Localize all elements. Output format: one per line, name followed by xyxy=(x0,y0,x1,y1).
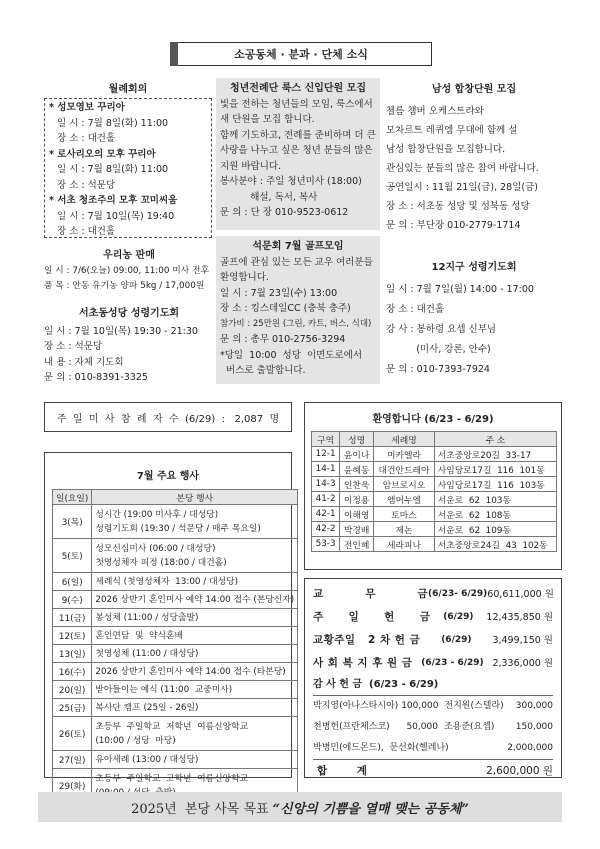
event-date: 29(화) xyxy=(53,769,92,803)
event-desc xyxy=(92,699,298,717)
youth-line: 봉사분야 : 주일 청년미사 (18:00) xyxy=(220,176,362,187)
event-line: 봉성체 (11:00 / 성당출발) xyxy=(95,612,199,623)
golf-line: 환영합니다. xyxy=(220,272,269,283)
cell-address: 서운로 62 109동 xyxy=(434,522,556,537)
event-date: 9(수) xyxy=(53,591,92,609)
event-date: 16(수) xyxy=(53,663,92,681)
cell-district: 42-2 xyxy=(312,522,340,537)
event-date: 11(금) xyxy=(53,609,92,627)
cell-address: 사임당로17길 116 103동 xyxy=(434,477,556,492)
choir-block xyxy=(386,82,562,235)
finance-total-row xyxy=(313,760,553,783)
donor-row xyxy=(313,696,553,717)
woori-title: 우리농 판매 xyxy=(103,250,155,261)
finance-period: (6/29) xyxy=(441,635,472,645)
welcome-table xyxy=(311,431,557,552)
weekly-events-box xyxy=(44,452,295,792)
event-date: 13(일) xyxy=(53,645,92,663)
youth-line: 해설, 독서, 복사 xyxy=(220,191,318,203)
welcome-row xyxy=(312,537,557,552)
cell-district: 14-1 xyxy=(312,462,340,477)
event-row xyxy=(53,609,298,627)
choir-line: 문 의 : 부단장 010-2779-1714 xyxy=(386,219,521,231)
meeting-place: 장 소 : 대건홀 xyxy=(57,226,116,237)
welcome-row xyxy=(312,477,557,492)
event-line: 2026 상반기 혼인미사 예약 14:00 접수 (타본당) xyxy=(95,666,286,677)
total-amount: 2,600,000 원 xyxy=(486,765,553,777)
cell-baptism: 대건안드레아 xyxy=(374,462,435,477)
event-line: 유아세례 (13:00 / 대성당) xyxy=(95,754,199,765)
event-date: 5(토) xyxy=(53,539,92,573)
golf-line: *당일 10:00 성당 이면도로에서 xyxy=(220,349,363,361)
prayer-line: 문 의 : 010-8391-3325 xyxy=(44,372,148,383)
finance-period: (6/23 - 6/29) xyxy=(421,658,484,668)
youth-recruit-title: 청년전례단 룩스 신입단원 모집 xyxy=(229,83,367,94)
choir-title: 남성 합창단원 모집 xyxy=(431,84,517,95)
finance-row xyxy=(313,583,553,606)
cell-name: 윤혜동 xyxy=(340,462,374,477)
event-date: 12(토) xyxy=(53,627,92,645)
meeting-date: 일 시 : 7월 8일(화) 11:00 xyxy=(57,164,169,175)
event-line: 첫영성체자 피정 (18:00 / 대건홀) xyxy=(95,557,227,568)
cell-baptism: 미카엘라 xyxy=(374,447,435,462)
cell-address: 서운로 62 103동 xyxy=(434,492,556,507)
event-line: 2026 상반기 혼인미사 예약 14:00 접수 (본당신자) xyxy=(95,594,295,605)
cell-name: 박경배 xyxy=(340,522,374,537)
youth-line: 빛을 전하는 청년들의 모임, 룩스에서 xyxy=(220,98,373,110)
youth-line: 문 의 : 단 장 010-9523-0612 xyxy=(220,207,349,218)
event-line: 받아들이는 예식 (11:00 교중미사) xyxy=(95,684,233,695)
finance-box xyxy=(304,578,562,778)
woori-line: 품 목 : 안동 유기농 양파 5kg / 17,000원 xyxy=(44,281,205,291)
thanks-title: 감 사 헌 금 (6/23 - 6/29) xyxy=(313,679,439,690)
event-date: 20(일) xyxy=(53,681,92,699)
donor-amount: 2,000,000 xyxy=(507,743,553,753)
col-address: 주 소 xyxy=(434,432,556,447)
col-name: 성명 xyxy=(340,432,374,447)
cell-name: 전인혜 xyxy=(340,537,374,552)
district12-line: 강 사 : 봉하령 요셉 신부님 xyxy=(386,323,497,335)
finance-period: (6/23- 6/29) xyxy=(428,589,488,599)
district12-line: 일 시 : 7월 7일(월) 14:00 - 17:00 xyxy=(386,283,534,295)
finance-period: (6/29) xyxy=(443,612,474,622)
seocho-prayer-block xyxy=(44,306,214,386)
cell-address: 서운로 62 108동 xyxy=(434,507,556,522)
district12-title: 12지구 성령기도회 xyxy=(431,262,517,273)
youth-line: 새 단원을 모집 합니다. xyxy=(220,114,315,125)
event-row xyxy=(53,645,298,663)
choir-line: 공연일시 : 11월 21일(금), 28일(금) xyxy=(386,181,538,193)
event-date: 27(일) xyxy=(53,751,92,769)
woori-line: 일 시 : 7/6(오늘) 09:00, 11:00 미사 전후 xyxy=(44,265,210,276)
cell-district: 12-1 xyxy=(312,447,340,462)
event-line: 첫영성체 (11:00 / 대성당) xyxy=(95,648,199,659)
cell-address: 서초중앙로24길 43 102동 xyxy=(434,537,556,552)
finance-row xyxy=(313,652,553,675)
event-line: 성시간 (19:00 미사후 / 대성당) xyxy=(95,509,219,520)
welcome-row xyxy=(312,492,557,507)
donor-name: 전지원(스텔라) xyxy=(444,701,504,711)
attendance-box xyxy=(44,402,292,432)
event-desc xyxy=(92,627,298,645)
col-date: 일(요일) xyxy=(53,490,92,505)
welcome-title: 환영합니다 (6/23 - 6/29) xyxy=(372,414,494,425)
golf-line: 일 시 : 7월 23일(수) 13:00 xyxy=(220,287,338,299)
monthly-meeting-block xyxy=(44,82,212,100)
youth-line: 지원 바랍니다. xyxy=(220,160,282,172)
cell-district: 41-2 xyxy=(312,492,340,507)
finance-row xyxy=(313,606,553,629)
prayer-line: 내 용 : 자체 기도회 xyxy=(44,356,124,368)
finance-row xyxy=(313,629,553,652)
meeting-name: * 성모영보 꾸리아 xyxy=(49,102,125,113)
footer-motto: “신앙의 기쁨을 열매 맺는 공동체” xyxy=(272,801,469,817)
event-desc xyxy=(92,751,298,769)
event-line: 성령기도회 (19:30 / 석문당 / 매주 목요일) xyxy=(95,523,261,534)
donor-amount: 50,000 xyxy=(406,722,438,732)
district12-block xyxy=(386,260,562,380)
event-line: 초등부 주일학교 저학년 여름신앙학교 xyxy=(95,721,249,732)
event-row xyxy=(53,699,298,717)
footer-banner xyxy=(38,792,562,822)
finance-amount: 60,611,000 원 xyxy=(487,589,554,600)
cell-name: 이해영 xyxy=(340,507,374,522)
section-title: 소공동체 · 분과 · 단체 소식 xyxy=(234,48,368,61)
welcome-row xyxy=(312,462,557,477)
golf-line: 문 의 : 총무 010-2756-3294 xyxy=(220,334,346,345)
event-row xyxy=(53,663,298,681)
golf-line: 장 소 : 킹스데일CC (충북 충주) xyxy=(220,303,351,314)
event-date: 26(토) xyxy=(53,717,92,751)
meeting-name: * 서초 청조주의 모후 꼬미씨움 xyxy=(49,195,178,206)
cell-district: 42-1 xyxy=(312,507,340,522)
cell-baptism: 제논 xyxy=(374,522,435,537)
event-date: 3(목) xyxy=(53,505,92,539)
event-row xyxy=(53,591,298,609)
donor-amount: 300,000 xyxy=(515,701,553,711)
event-line: (10:00 / 성당 마당) xyxy=(95,735,176,746)
finance-label: 교 무 금 xyxy=(313,588,429,600)
monthly-meeting-box xyxy=(44,98,212,238)
cell-baptism: 토마스 xyxy=(374,507,435,522)
youth-line: 함께 기도하고, 전례를 준비하며 더 큰 xyxy=(220,129,376,141)
donor-name: 천병헌(프란체스코) xyxy=(313,722,390,732)
meeting-place: 장 소 : 석문당 xyxy=(57,179,116,191)
event-desc xyxy=(92,717,298,751)
event-desc xyxy=(92,609,298,627)
choir-line: 남성 합창단원을 모집합니다. xyxy=(386,143,506,155)
cell-baptism: 세라피나 xyxy=(374,537,435,552)
cell-name: 인찬욱 xyxy=(340,477,374,492)
event-line: 초등부 주일학교 고학년 여름신앙학교 xyxy=(95,773,249,784)
finance-amount: 3,499,150 원 xyxy=(492,635,553,646)
donor-row xyxy=(313,738,553,759)
event-row xyxy=(53,505,298,539)
meeting-name: * 로사리오의 모후 꾸리아 xyxy=(49,148,156,160)
event-date: 25(금) xyxy=(53,699,92,717)
meeting-date: 일 시 : 7월 10일(목) 19:40 xyxy=(57,210,175,222)
donor-amount: 100,000 xyxy=(401,701,439,711)
golf-box xyxy=(216,236,380,384)
finance-amount: 12,435,850 원 xyxy=(486,612,553,623)
meeting-place: 장 소 : 대건홀 xyxy=(57,133,116,144)
finance-amount: 2,336,000 원 xyxy=(492,658,553,669)
golf-line: 버스로 출발합니다. xyxy=(220,365,306,376)
event-row xyxy=(53,573,298,591)
finance-label: 주 일 헌 금 xyxy=(313,611,431,623)
footer-prefix: 2025년 본당 사목 목표 xyxy=(131,801,269,817)
event-row xyxy=(53,539,298,573)
cell-baptism: 암브로시오 xyxy=(374,477,435,492)
finance-label: 사 회 복 지 후 원 금 xyxy=(313,657,413,669)
golf-line: 참가비 : 25만원 (그린, 카트, 버스, 식대) xyxy=(220,318,372,329)
total-label: 합 계 xyxy=(317,765,368,777)
event-line: 복사단 캠프 (25일 - 26일) xyxy=(95,702,199,713)
attendance-text: 주 일 미 사 참 례 자 수 (6/29) : 2,087 명 xyxy=(56,413,280,425)
donor-name: 박지영(아나스타시아) xyxy=(313,701,399,711)
welcome-box xyxy=(304,402,562,570)
donor-name: 조용준(요셉) xyxy=(443,722,495,732)
weekly-events-table xyxy=(52,489,298,803)
event-desc xyxy=(92,645,298,663)
event-line: 세례식 (첫영성체자 13:00 / 대성당) xyxy=(95,576,238,587)
seocho-prayer-title: 서초동성당 성령기도회 xyxy=(78,308,180,319)
event-row xyxy=(53,751,298,769)
meeting-date: 일 시 : 7월 8일(화) 11:00 xyxy=(57,117,169,129)
event-desc xyxy=(92,663,298,681)
event-line: 성모신심미사 (06:00 / 대성당) xyxy=(95,543,216,554)
prayer-line: 장 소 : 석문당 xyxy=(44,341,103,352)
finance-label: 교황주일 2 차 헌 금 xyxy=(313,634,421,646)
event-row xyxy=(53,627,298,645)
choir-line: 장 소 : 서초동 성당 및 성북동 성당 xyxy=(386,200,530,212)
weekly-events-title: 7월 주요 행사 xyxy=(136,471,200,482)
event-desc xyxy=(92,591,298,609)
event-desc xyxy=(92,539,298,573)
cell-name: 이정용 xyxy=(340,492,374,507)
event-desc xyxy=(92,505,298,539)
cell-name: 윤이나 xyxy=(340,447,374,462)
cell-district: 14-3 xyxy=(312,477,340,492)
golf-title: 석문회 7월 골프모임 xyxy=(252,241,344,252)
choir-line: 모차르트 레퀴엠 무대에 함께 설 xyxy=(386,124,518,136)
youth-line: 사랑을 나누고 싶은 청년 분들의 많은 xyxy=(220,145,373,156)
prayer-line: 일 시 : 7월 10일(목) 19:30 - 21:30 xyxy=(44,325,198,337)
section-title-box xyxy=(170,42,432,66)
welcome-row xyxy=(312,507,557,522)
welcome-row xyxy=(312,447,557,462)
district12-line: 문 의 : 010-7393-7924 xyxy=(386,363,490,375)
welcome-row xyxy=(312,522,557,537)
col-district: 구역 xyxy=(312,432,340,447)
donor-row xyxy=(313,717,553,738)
event-desc xyxy=(92,681,298,699)
choir-line: 첼름 챔버 오케스트라와 xyxy=(386,105,484,117)
col-baptism: 세례명 xyxy=(374,432,435,447)
youth-recruit-box xyxy=(216,78,380,230)
col-event: 본당 행사 xyxy=(92,490,298,505)
event-line: 혼인면담 및 약식혼배 xyxy=(95,630,184,641)
donor-name: 박병민(에드몬드), 문선화(헬레나) xyxy=(313,743,449,753)
cell-address: 사임당로17길 116 101동 xyxy=(434,462,556,477)
cell-district: 53-3 xyxy=(312,537,340,552)
choir-line: 관심있는 분들의 많은 참여 바랍니다. xyxy=(386,162,539,174)
monthly-meeting-title: 월례회의 xyxy=(108,84,148,95)
cell-address: 서초중앙로20길 33-17 xyxy=(434,447,556,462)
cell-baptism: 앰머누엘 xyxy=(374,492,435,507)
donor-amount: 150,000 xyxy=(515,722,553,732)
event-desc xyxy=(92,573,298,591)
district12-line: 장 소 : 대건홀 xyxy=(386,303,445,315)
woori-block xyxy=(44,248,214,295)
event-row xyxy=(53,681,298,699)
event-date: 6(일) xyxy=(53,573,92,591)
district12-line: (미사, 강론, 안수) xyxy=(386,343,491,355)
event-row xyxy=(53,717,298,751)
golf-line: 골프에 관심 있는 모든 교우 여러분들 xyxy=(220,256,373,268)
